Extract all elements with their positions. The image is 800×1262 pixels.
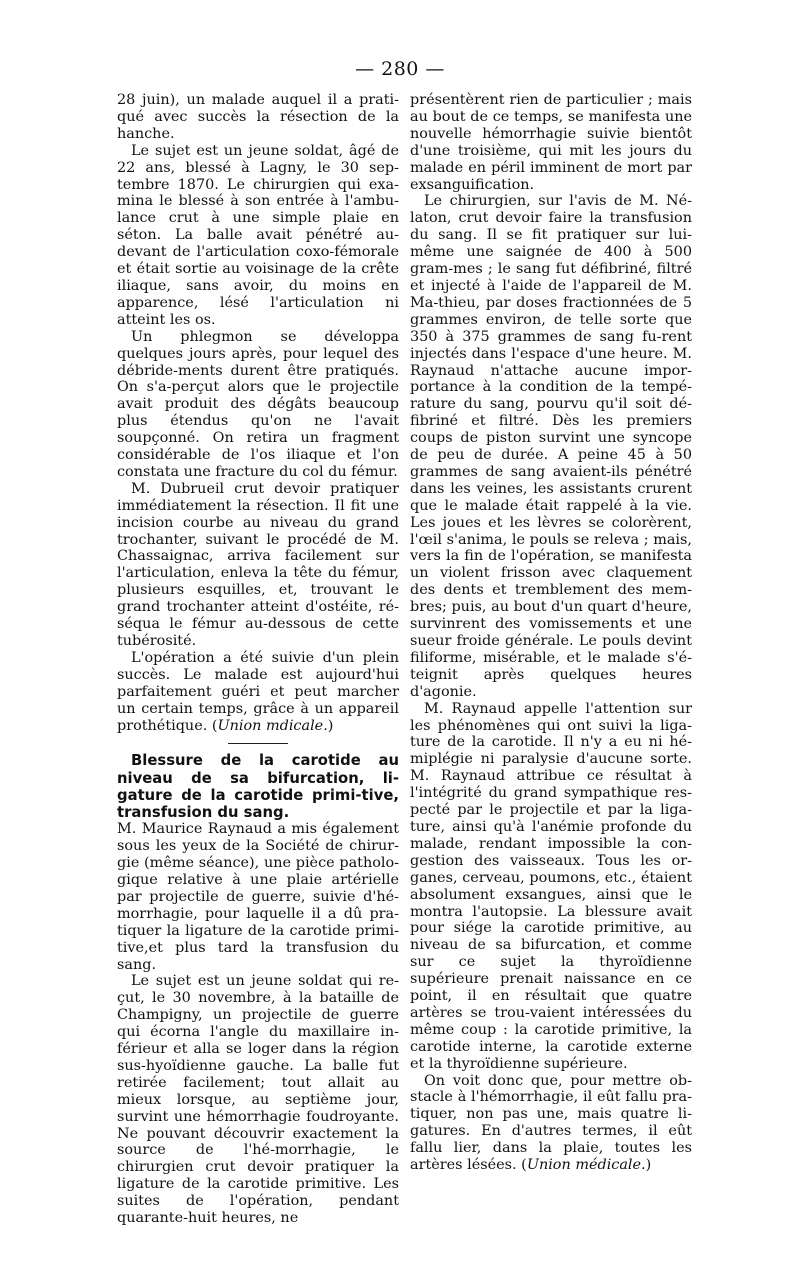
- source-citation: Union médicale.: [526, 1157, 646, 1174]
- paragraph: [410, 1073, 692, 1174]
- source-citation: Union mdicale.: [217, 717, 328, 734]
- paragraph: Le chirurgien, sur l'avis de M. Né-laton, crut devoir faire la transfusion du sang. Il se fit pratiquer sur lui-même une saignée de 400 à 500 gram-mes ; le sang fut défibriné, filtré et injecté à l'aide de l'appareil de M. Ma-thieu, par doses fractionnées de 5 grammes environ, de telle sorte que 350 à 375 grammes de sang fu-rent injectés dans l'espace d'une heure. M. Raynaud n'attache aucune impor-portance à la condition de la tempé-rature du sang, pourvu qu'il soit dé-fibriné et filtré. Dès les premiers coups de piston survint une syncope de peu de durée. A peine 45 à 50 grammes de sang avaient-ils pénétré dans les veines, les assistants crurent que le malade était rappelé à la vie. Les joues et les lèvres se colorèrent, l'œil s'anima, le pouls se releva ; mais, vers la fin de l'opération, se manifesta un violent frisson avec claquement des dents et tremblement des mem-bres; puis, au bout d'un quart d'heure, survinrent des vomissements et une sueur froide générale. Le pouls devint filiforme, misérable, et le malade s'é-teignit après quelques heures d'agonie.: [410, 193, 692, 700]
- left-column: [117, 92, 399, 1227]
- paragraph-end: ): [645, 1157, 652, 1174]
- right-column: [410, 92, 692, 1174]
- paragraph: présentèrent rien de particulier ; mais au bout de ce temps, se manifesta une nouvelle hémorrhagie suivie bientôt d'une troisième, qui mit les jours du malade en péril imminent de mort par exsanguification.: [410, 92, 692, 193]
- paragraph: Le sujet est un jeune soldat, âgé de 22 ans, blessé à Lagny, le 30 sep-tembre 1870. Le chirurgien qui exa-mina le blessé à son entrée à l'ambu-lance crut à une simple plaie en séton. La balle avait pénétré au-devant de l'articulation coxo-fémorale et était sortie au voisinage de la crête iliaque, sans avoir, du moins en apparence, lésé l'articulation ni atteint les os.: [117, 142, 399, 328]
- paragraph-end: ): [327, 717, 334, 734]
- paragraph-text: L'opération a été suivie d'un plein succès. Le malade est aujourd'hui parfaitement guéri et peut marcher un certain temps, grâce à un appareil prothétique. (: [117, 649, 399, 734]
- paragraph: Le sujet est un jeune soldat qui re-çut, le 30 novembre, à la bataille de Champigny, un projectile de guerre qui écorna l'angle du maxillaire in-férieur et alla se loger dans la région sus-hyoïdienne gauche. La balle fut retirée facilement; tout allait au mieux lorsque, au septième jour, survint une hémorrhagie foudroyante. Ne pouvant découvrir exactement la source de l'hé-morrhagie, le chirurgien crut devoir pratiquer la ligature de la carotide primitive. Les suites de l'opération, pendant quarante-huit heures, ne: [117, 973, 399, 1227]
- paragraph: M. Maurice Raynaud a mis également sous les yeux de la Société de chirur-gie (même séance), une pièce patholo-gique relative à une plaie artérielle par projectile de guerre, suivie d'hé-morrhagie, pour laquelle il a dû pra-tiquer la ligature de la carotide primi-tive,et plus tard la transfusion du sang.: [117, 821, 399, 973]
- paragraph: M. Dubrueil crut devoir pratiquer immédiatement la résection. Il fit une incision courbe au niveau du grand trochanter, suivant le procédé de M. Chassaignac, arriva facilement sur l'articulation, enleva la tête du fémur, plusieurs esquilles, et, trouvant le grand trochanter atteint d'ostéite, ré-séqua le fémur au-dessous de cette tubérosité.: [117, 480, 399, 649]
- paragraph: 28 juin), un malade auquel il a prati-qué avec succès la résection de la hanche.: [117, 92, 399, 142]
- paragraph-text: On voit donc que, pour mettre ob-stacle à l'hémorrhagie, il eût fallu pra-tiquer, non pas une, mais quatre li-gatures. En d'autres termes, il eût fallu lier, dans la plaie, toutes les artères lésées. (: [410, 1072, 692, 1174]
- section-divider: [228, 743, 288, 744]
- section-title: Blessure de la carotide au niveau de sa bifurcation, li-gature de la carotide primi-tive, transfusion du sang.: [117, 752, 399, 822]
- page-number: — 280 —: [355, 58, 445, 80]
- paragraph: [117, 650, 399, 735]
- paragraph: M. Raynaud appelle l'attention sur les phénomènes qui ont suivi la liga-ture de la carotide. Il n'y a eu ni hé-miplégie ni paralysie d'aucune sorte. M. Raynaud attribue ce résultat à l'intégrité du grand sympathique res-pecté par le projectile et par la liga-ture, ainsi qu'à l'anémie profonde du malade, rendant impossible la con-gestion des vaisseaux. Tous les or-ganes, cerveau, poumons, etc., étaient absolument exsangues, ainsi que le montra l'autopsie. La blessure avait pour siége la carotide primitive, au niveau de sa bifurcation, et comme sur ce sujet la thyroïdienne supérieure prenait naissance en ce point, il en résultait que quatre artères se trou-vaient intéressées du même coup : la carotide primitive, la carotide interne, la carotide externe et la thyroïdienne supérieure.: [410, 700, 692, 1072]
- paragraph: Un phlegmon se développa quelques jours après, pour lequel des débride-ments durent être pratiqués. On s'a-perçut alors que le projectile avait produit des dégâts beaucoup plus étendus qu'on ne l'avait soupçonné. On retira un fragment considérable de l'os iliaque et l'on constata une fracture du col du fémur.: [117, 328, 399, 480]
